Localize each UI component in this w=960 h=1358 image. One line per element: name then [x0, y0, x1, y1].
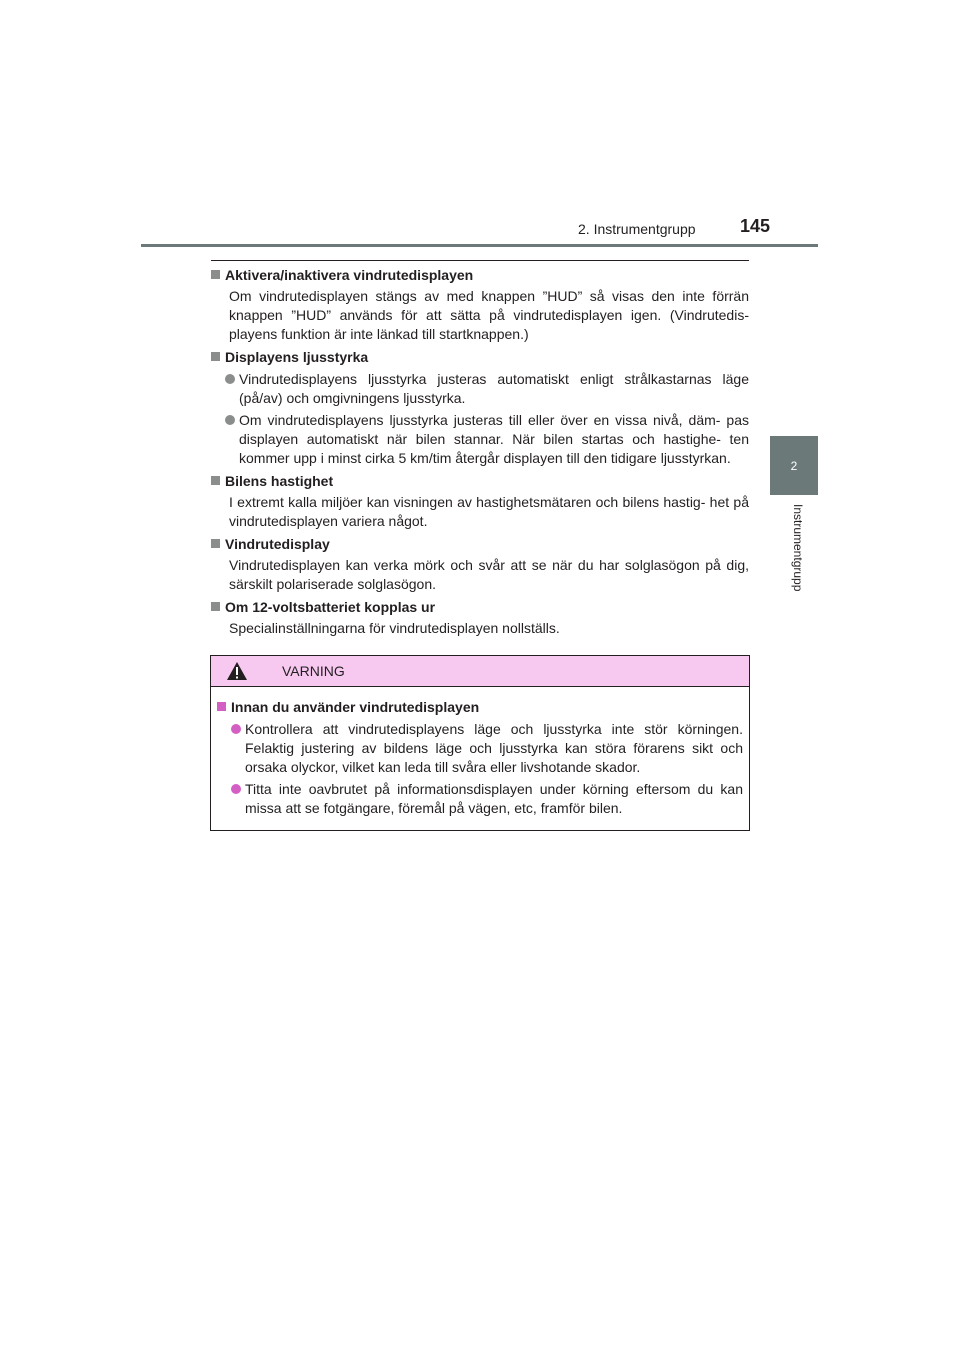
- square-bullet-icon: [211, 270, 220, 279]
- section-title: [211, 266, 749, 285]
- section: [211, 535, 749, 594]
- warning-bullet-text: Kontrollera att vindrutedisplayens läge och ljusstyrka inte stör körningen. Felaktig justering av bildens läge och ljusstyrka kan störa förarens sikt och orsaka olyckor, vilket kan leda till svåra eller livshotande skador.: [245, 721, 743, 775]
- section-text: Specialinställningarna för vindrutedisplayen nollställs.: [229, 620, 560, 636]
- square-bullet-icon: [211, 602, 220, 611]
- bullet-item: [225, 411, 749, 468]
- square-bullet-icon: [211, 476, 220, 485]
- section-title: [211, 535, 749, 554]
- section-title: [211, 472, 749, 491]
- warning-box: [210, 655, 750, 831]
- warning-triangle-icon: [226, 661, 248, 681]
- section: [211, 348, 749, 468]
- warning-title-text: Innan du använder vindrutedisplayen: [231, 699, 480, 715]
- bullet-text: Vindrutedisplayens ljusstyrka justeras automatiskt enligt strålkastarnas läge (på/av) och omgivningens ljusstyrka.: [239, 371, 749, 406]
- section-title: [211, 598, 749, 617]
- chapter-tab: 2: [770, 436, 818, 495]
- section-title-text: Om 12-voltsbatteriet kopplas ur: [225, 599, 436, 615]
- bullet-item: [225, 370, 749, 408]
- warning-title: [217, 698, 743, 717]
- section-title: [211, 348, 749, 367]
- section-text: Om vindrutedisplayen stängs av med knappen ”HUD” så visas den inte förrän knappen ”HUD” används för att sätta på vindrutedisplayen igen. (Vindrutedis- playens funktion är inte länkad till startknappen.): [229, 288, 749, 342]
- section-text: I extremt kalla miljöer kan visningen av hastighetsmätaren och bilens hastig- het på vindrutedisplayen variera något.: [229, 494, 749, 529]
- circle-bullet-icon: [225, 374, 235, 384]
- warning-body: [211, 687, 749, 818]
- chapter-tab-label: Instrumentgrupp: [791, 504, 805, 592]
- section-title-text: Displayens ljusstyrka: [225, 349, 369, 365]
- bullet-text: Om vindrutedisplayens ljusstyrka justeras till eller över en vissa nivå, däm- pas displayen automatiskt när bilen stannar. När bilen startas och hastighe- ten kommer upp i minst cirka 5 km/tim återgår displayen till den tidigare ljusstyrkan.: [239, 412, 749, 466]
- square-bullet-icon: [211, 539, 220, 548]
- section-text: Vindrutedisplayen kan verka mörk och svår att se när du har solglasögon på dig, särskilt polariserade solglasögon.: [229, 557, 749, 592]
- square-bullet-icon: [211, 352, 220, 361]
- header-section-title: 2. Instrumentgrupp: [578, 221, 696, 237]
- square-bullet-icon: [217, 702, 226, 711]
- content: [211, 266, 749, 638]
- section-title-text: Vindrutedisplay: [225, 536, 330, 552]
- circle-bullet-icon: [231, 724, 241, 734]
- section: [211, 266, 749, 344]
- warning-bullet-text: Titta inte oavbrutet på informationsdisplayen under körning eftersom du kan missa att se fotgängare, föremål på vägen, etc, framför bilen.: [245, 781, 743, 816]
- section-title-text: Aktivera/inaktivera vindrutedisplayen: [225, 267, 474, 283]
- content-top-rule: [211, 260, 749, 261]
- header-rule: [141, 244, 818, 247]
- section: [211, 598, 749, 638]
- warning-bullet: [231, 780, 743, 818]
- circle-bullet-icon: [225, 415, 235, 425]
- warning-bullet: [231, 720, 743, 777]
- page-number: 145: [740, 216, 771, 236]
- warning-label: VARNING: [282, 663, 345, 679]
- section: [211, 472, 749, 531]
- warning-header: [211, 656, 749, 687]
- circle-bullet-icon: [231, 784, 241, 794]
- section-title-text: Bilens hastighet: [225, 473, 334, 489]
